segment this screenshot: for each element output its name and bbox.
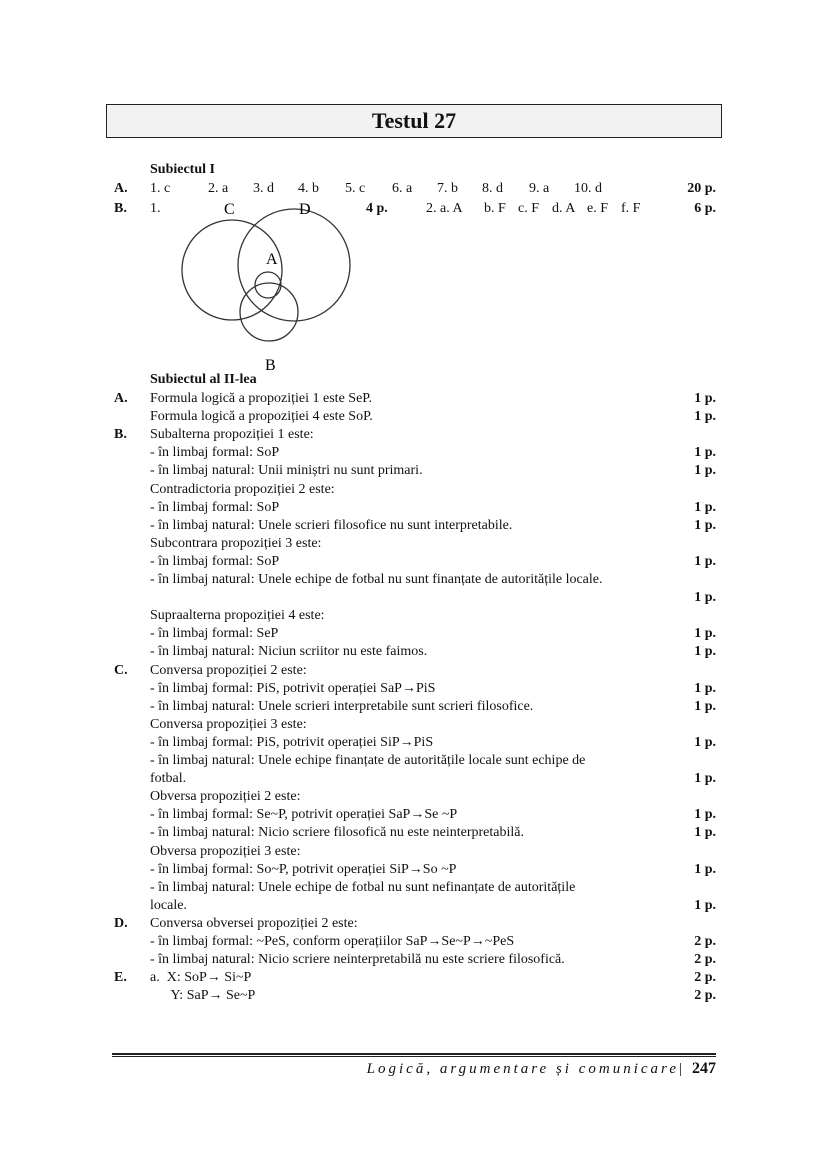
s2-text: - în limbaj formal: SoP bbox=[150, 499, 280, 515]
s2-line bbox=[106, 879, 716, 897]
s2-text: Conversa propoziției 3 este: bbox=[150, 716, 307, 732]
s2-text: Formula logică a propoziției 4 este SoP. bbox=[150, 409, 373, 425]
s2-text: Subcontrara propoziției 3 este: bbox=[150, 535, 322, 551]
s2-line bbox=[106, 444, 716, 462]
s2-line bbox=[106, 499, 716, 517]
answer-7: 7. b bbox=[437, 181, 458, 196]
s2-line bbox=[106, 861, 716, 879]
s2-text: - în limbaj natural: Nicio scriere neinterpretabilă nu este scriere filosofică. bbox=[150, 952, 565, 968]
s2-text: - în limbaj natural: Unii miniștri nu sunt primari. bbox=[150, 463, 423, 479]
s2-line bbox=[106, 734, 716, 752]
s2-points: 1 p. bbox=[694, 391, 716, 406]
s2-points: 1 p. bbox=[694, 553, 716, 569]
s2-line bbox=[106, 698, 716, 716]
s2-text: Conversa propoziției 2 este: bbox=[150, 662, 307, 678]
s2-points: 1 p. bbox=[694, 698, 716, 714]
s2-line bbox=[106, 933, 716, 951]
s1-letter-a: A. bbox=[114, 181, 128, 196]
s2-text: Formula logică a propoziției 1 este SeP. bbox=[150, 391, 373, 406]
circle-b bbox=[240, 283, 298, 341]
s2-line bbox=[106, 987, 716, 1005]
s2-points: 1 p. bbox=[694, 644, 716, 660]
s2-text: - în limbaj natural: Nicio scriere filosofică nu este neinterpretabilă. bbox=[150, 825, 524, 841]
s2-line bbox=[106, 571, 716, 589]
s2-points: 1 p. bbox=[694, 897, 716, 913]
s2-line bbox=[106, 806, 716, 824]
s2-line bbox=[106, 517, 716, 535]
footer-subject: Logică, argumentare și comunicare bbox=[366, 1061, 679, 1077]
s2-text: Obversa propoziției 3 este: bbox=[150, 843, 301, 859]
venn-label-c: C bbox=[224, 201, 235, 218]
answer-9: 9. a bbox=[529, 181, 550, 196]
s2-line bbox=[106, 625, 716, 643]
s2-line bbox=[106, 481, 716, 499]
s2-text: - în limbaj natural: Niciun scriitor nu este faimos. bbox=[150, 644, 428, 660]
s2-line bbox=[106, 643, 716, 661]
venn-label-a: A bbox=[266, 251, 278, 268]
s2-line bbox=[106, 589, 716, 607]
s2-points: 1 p. bbox=[694, 445, 716, 461]
venn-diagram bbox=[170, 190, 370, 380]
s2-line bbox=[106, 788, 716, 806]
s1-a-points: 20 p. bbox=[687, 181, 716, 196]
section-heading-1: Subiectul I bbox=[150, 162, 215, 177]
b-answer-c: c. F bbox=[518, 201, 539, 216]
s2-text: - în limbaj natural: Unele scrieri filosofice nu sunt interpretabile. bbox=[150, 517, 513, 533]
s2-text: - în limbaj natural: Unele echipe finanțate de autoritățile locale sunt echipe de bbox=[150, 753, 586, 768]
answer-3: 3. d bbox=[253, 181, 274, 196]
s2-text: Subalterna propoziției 1 este: bbox=[150, 427, 314, 443]
s2-text: Y: SaP→ Se~P bbox=[150, 988, 256, 1004]
s2-letter: B. bbox=[114, 427, 127, 443]
s1-b-points: 6 p. bbox=[694, 201, 716, 216]
s2-letter: C. bbox=[114, 662, 128, 678]
s2-line bbox=[106, 680, 716, 698]
s1-b-item1: 1. bbox=[150, 201, 161, 216]
s2-line bbox=[106, 426, 716, 444]
s2-letter: E. bbox=[114, 970, 127, 986]
s2-text: Supraalterna propoziției 4 este: bbox=[150, 608, 325, 624]
answer-10: 10. d bbox=[574, 181, 602, 196]
s2-text: - în limbaj natural: Unele echipe de fotbal nu sunt nefinanțate de autoritățile bbox=[150, 879, 576, 895]
circle-c bbox=[182, 220, 282, 320]
s2-text: - în limbaj natural: Unele scrieri interpretabile sunt scrieri filosofice. bbox=[150, 698, 534, 714]
s2-line bbox=[106, 824, 716, 842]
s2-line bbox=[106, 535, 716, 553]
s2-line bbox=[106, 390, 716, 408]
s2-points: 2 p. bbox=[694, 934, 716, 949]
answer-4: 4. b bbox=[298, 181, 319, 196]
s2-text: - în limbaj formal: SoP bbox=[150, 553, 280, 569]
footer-rule bbox=[112, 1053, 716, 1055]
s2-points: 2 p. bbox=[694, 952, 716, 968]
s2-points: 1 p. bbox=[694, 499, 716, 515]
s2-text: - în limbaj formal: PiS, potrivit operației SaP→PiS bbox=[150, 680, 436, 696]
s2-points: 1 p. bbox=[694, 825, 716, 841]
section-heading-2: Subiectul al II-lea bbox=[150, 372, 257, 387]
test-title-box bbox=[106, 104, 722, 138]
s2-text: - în limbaj formal: Se~P, potrivit operației SaP→Se ~P bbox=[150, 807, 458, 823]
answer-1: 1. c bbox=[150, 181, 171, 196]
s2-points: 1 p. bbox=[694, 590, 716, 606]
s1-letter-b: B. bbox=[114, 201, 127, 216]
footer-separator: | bbox=[678, 1061, 682, 1077]
s2-line bbox=[106, 752, 716, 770]
s2-line bbox=[106, 969, 716, 987]
answer-2: 2. a bbox=[208, 181, 229, 196]
s2-text: Obversa propoziției 2 este: bbox=[150, 789, 301, 805]
s2-text: - în limbaj formal: SeP bbox=[150, 626, 279, 642]
s2-text: a. X: SoP→ Si~P bbox=[150, 970, 252, 986]
s2-text: - în limbaj formal: SoP bbox=[150, 445, 280, 461]
s2-points: 1 p. bbox=[694, 680, 716, 696]
venn-label-b: B bbox=[265, 357, 276, 374]
s2-line bbox=[106, 553, 716, 571]
s2-text: fotbal. bbox=[150, 771, 187, 787]
s2-line bbox=[106, 770, 716, 788]
s2-line bbox=[106, 462, 716, 480]
s2-points: 1 p. bbox=[694, 409, 716, 425]
s2-text: Conversa obversei propoziției 2 este: bbox=[150, 915, 358, 931]
s2-points: 1 p. bbox=[694, 734, 716, 750]
s2-points: 1 p. bbox=[694, 517, 716, 533]
test-title: Testul 27 bbox=[371, 108, 457, 133]
s2-line bbox=[106, 843, 716, 861]
page-footer bbox=[300, 1060, 716, 1080]
s1-b-item2: 2. a. A bbox=[426, 201, 463, 216]
s2-points: 1 p. bbox=[694, 771, 716, 787]
s1-b-item1-points: 4 p. bbox=[366, 201, 388, 216]
s2-text: - în limbaj formal: ~PeS, conform operațiilor SaP→Se~P→~PeS bbox=[150, 934, 515, 949]
s2-points: 2 p. bbox=[694, 988, 716, 1004]
s2-line bbox=[106, 408, 716, 426]
s2-line bbox=[106, 662, 716, 680]
s2-points: 1 p. bbox=[694, 807, 716, 823]
page-number: 247 bbox=[692, 1060, 716, 1077]
s2-text: - în limbaj natural: Unele echipe de fotbal nu sunt finanțate de autoritățile locale. bbox=[150, 572, 603, 587]
s2-text: - în limbaj formal: So~P, potrivit operației SiP→So ~P bbox=[150, 861, 457, 877]
venn-label-d: D bbox=[299, 201, 311, 218]
s2-points: 1 p. bbox=[694, 861, 716, 877]
s2-line bbox=[106, 951, 716, 969]
s2-points: 2 p. bbox=[694, 970, 716, 986]
s2-text: locale. bbox=[150, 897, 187, 913]
circle-d bbox=[238, 209, 350, 321]
b-answer-d: d. A bbox=[552, 201, 576, 216]
answer-8: 8. d bbox=[482, 181, 503, 196]
s2-line bbox=[106, 716, 716, 734]
s2-text: Contradictoria propoziției 2 este: bbox=[150, 481, 335, 497]
s2-points: 1 p. bbox=[694, 626, 716, 642]
s2-letter: D. bbox=[114, 915, 128, 931]
s2-letter: A. bbox=[114, 391, 128, 406]
s2-text: - în limbaj formal: PiS, potrivit operației SiP→PiS bbox=[150, 734, 434, 750]
b-answer-b: b. F bbox=[484, 201, 506, 216]
answer-5: 5. c bbox=[345, 181, 366, 196]
s2-points: 1 p. bbox=[694, 463, 716, 479]
answer-6: 6. a bbox=[392, 181, 413, 196]
footer-rule-thin bbox=[112, 1056, 716, 1057]
b-answer-e: e. F bbox=[587, 201, 608, 216]
s2-line bbox=[106, 897, 716, 915]
s2-line bbox=[106, 915, 716, 933]
b-answer-f: f. F bbox=[621, 201, 641, 216]
s2-line bbox=[106, 607, 716, 625]
